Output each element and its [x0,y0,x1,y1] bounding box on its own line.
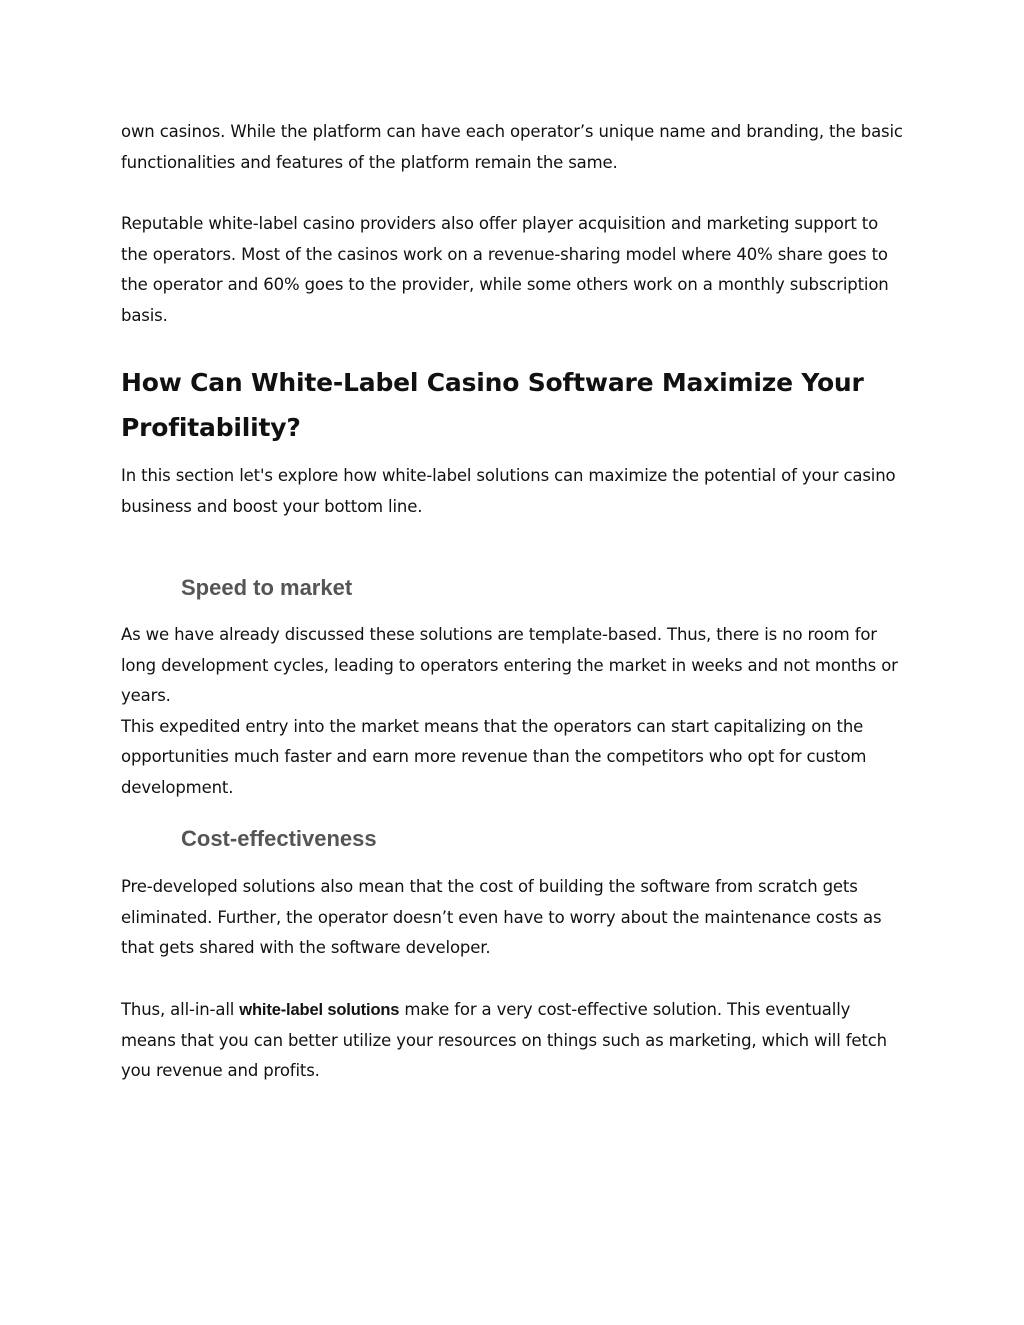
heading-line: Profitability? [121,413,301,442]
text-line: Pre-developed solutions also mean that the cost of building the software from scratch gets [121,877,858,896]
text-line: development. [121,777,234,797]
cost-effectiveness-paragraph [121,872,911,964]
text-line: the operator and 60% goes to the provider, while some others work on a monthly subscription [121,275,889,295]
conclusion-paragraph [121,995,911,1087]
text-line: that gets shared with the software developer. [121,938,491,958]
text-line: long development cycles, leading to operators entering the market in weeks and not months or [121,655,898,675]
intro-paragraph [121,117,911,178]
text-line: business and boost your bottom line. [121,496,423,516]
text-line: basis. [121,305,168,325]
bold-phrase: white-label solutions [239,1001,400,1019]
text-line: years. [121,686,171,706]
text-line: As we have already discussed these solutions are template-based. Thus, there is no room for [121,625,877,644]
speed-to-market-paragraph [121,620,911,804]
text-line [121,995,911,1026]
text-line: you revenue and profits. [121,1061,320,1081]
text-line: opportunities much faster and earn more revenue than the competitors who opt for custom [121,747,867,767]
heading-line: How Can White-Label Casino Software Maximize Your [121,368,864,397]
speed-to-market-subheading: Speed to market [181,575,353,600]
cost-effectiveness-subheading: Cost-effectiveness [181,826,377,851]
text-line: the operators. Most of the casinos work on a revenue-sharing model where 40% share goes to [121,244,888,264]
reputable-providers-paragraph [121,209,911,331]
text-run: make for a very cost-effective solution. This eventually [399,1000,851,1019]
text-line: functionalities and features of the platform remain the same. [121,152,618,172]
text-line: eliminated. Further, the operator doesn’t even have to worry about the maintenance costs as [121,907,882,927]
text-line: This expedited entry into the market means that the operators can start capitalizing on the [121,716,864,736]
text-line: means that you can better utilize your resources on things such as marketing, which will fetch [121,1030,887,1050]
text-line: In this section let's explore how white-label solutions can maximize the potential of your casino [121,466,896,485]
text-line: Reputable white-label casino providers also offer player acquisition and marketing support to [121,214,879,233]
section-intro-paragraph [121,461,911,522]
text-line: own casinos. While the platform can have each operator’s unique name and branding, the basic [121,122,903,141]
section-heading [121,360,921,450]
text-run: Thus, all-in-all [121,1000,240,1019]
